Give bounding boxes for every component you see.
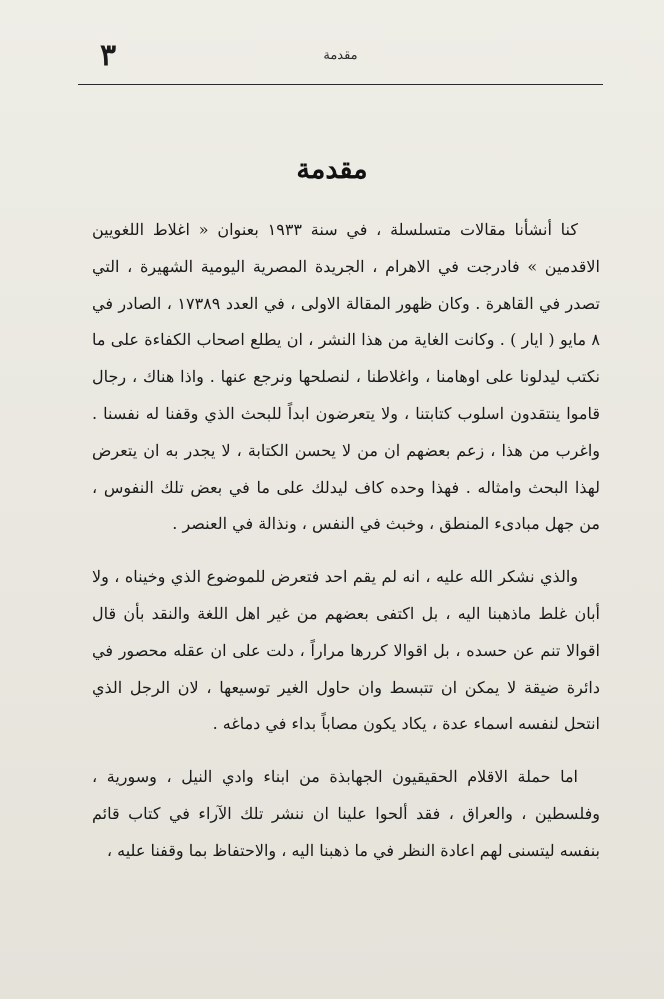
paragraph-1: كنا أنشأنا مقالات متسلسلة ، في سنة ١٩٣٣ بعنوان « اغلاط اللغويين الاقدمين » فادرجت في الاهرام ، الجريدة المصرية اليومية الشهيرة ، التي تصدر في القاهرة . وكان ظهور المقالة الاولى ، في العدد ١٧٣٨٩ ، الصادر في ٨ مايو ( ايار ) . وكانت الغاية من هذا النشر ، ان يطلع اصحاب الكفاءة على ما نكتب ليدلونا على اوهامنا ، واغلاطنا ، لنصلحها ونرجع عنها . واذا هناك ، رجال قاموا ينتقدون اسلوب كتابتنا ، ولا يتعرضون ابداً للبحث الذي وقفنا له نفسنا . واغرب من هذا ، زعم بعضهم ان من لا يحسن الكتابة ، لا يجدر به ان يتعرض لهذا البحث وامثاله . فهذا وحده كاف ليدلك على ما في بعض تلك النفوس ، من جهل مبادىء المنطق ، وخبث في النفس ، ونذالة في العنصر . [92,220,601,534]
paragraph-3: اما حملة الاقلام الحقيقيون الجهابذة من ابناء وادي النيل ، وسورية ، وفلسطين ، والعراق ، فقد ألحوا علينا ان ننشر تلك الآراء في كتاب قائم بنفسه ليتسنى لهم اعادة النظر في ما ذهبنا اليه ، والاحتفاظ بما وقفنا عليه ، [92,767,600,860]
running-header [78,38,603,85]
page-number: ٣ [100,38,117,73]
running-title: مقدمة [323,48,358,63]
paragraph-2: والذي نشكر الله عليه ، انه لم يقم احد فتعرض للموضوع الذي وخيناه ، ولا أبان غلط ماذهبنا اليه ، بل اكتفى بعضهم من غير اهل اللغة والنقد بأن قال اقوالا تنم عن حسده ، بل اقوالا كررها مراراً ، دلت على ان عقله محصور في دائرة ضيقة لا يمكن ان تتبسط وان حاول الغير توسيعها ، لان الرجل الذي انتحل لنفسه اسماء عدة ، يكاد يكون مصاباً بداء في دماغه . [92,567,600,734]
body-text [92,212,600,870]
chapter-title: مقدمة [296,154,368,185]
